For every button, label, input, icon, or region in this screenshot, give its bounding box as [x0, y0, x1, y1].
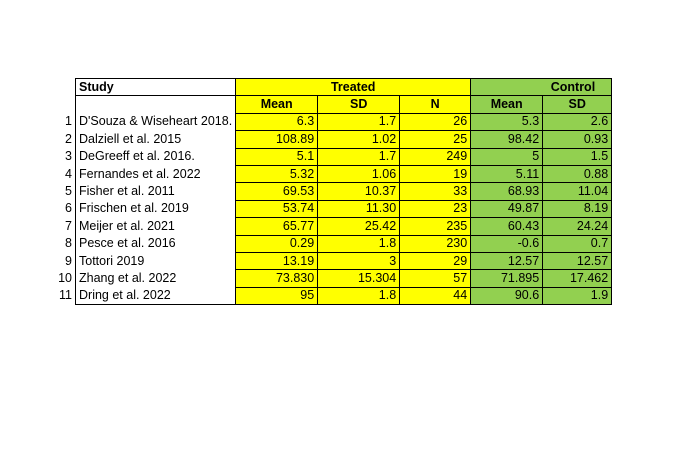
sub-header-row	[52, 96, 612, 113]
table-body	[52, 79, 612, 305]
study-name-cell: Fernandes et al. 2022	[76, 165, 236, 182]
treated-sd-header: SD	[318, 96, 400, 113]
treated-n-header: N	[400, 96, 471, 113]
control-sd-cell: 0.88	[543, 165, 612, 182]
treated-n-cell: 25	[400, 131, 471, 148]
table-row	[52, 235, 612, 252]
table-row	[52, 270, 612, 287]
control-sd-cell: 11.04	[543, 183, 612, 200]
row-number: 2	[52, 131, 76, 148]
study-name-cell: Tottori 2019	[76, 252, 236, 269]
treated-mean-cell: 69.53	[236, 183, 318, 200]
table-row	[52, 113, 612, 130]
row-number: 5	[52, 183, 76, 200]
treated-sd-cell: 1.7	[318, 148, 400, 165]
control-mean-cell: 98.42	[471, 131, 543, 148]
control-sd-cell: 2.6	[543, 113, 612, 130]
row-number: 8	[52, 235, 76, 252]
table-row	[52, 148, 612, 165]
treated-sd-cell: 10.37	[318, 183, 400, 200]
control-sd-cell: 1.9	[543, 287, 612, 304]
treated-n-cell: 23	[400, 200, 471, 217]
row-number: 4	[52, 165, 76, 182]
treated-sd-cell: 1.02	[318, 131, 400, 148]
table-row	[52, 165, 612, 182]
treated-mean-cell: 108.89	[236, 131, 318, 148]
treated-sd-cell: 3	[318, 252, 400, 269]
treated-sd-cell: 1.8	[318, 235, 400, 252]
control-mean-cell: 71.895	[471, 270, 543, 287]
study-name-cell: Dalziell et al. 2015	[76, 131, 236, 148]
treated-sd-cell: 11.30	[318, 200, 400, 217]
control-mean-cell: 12.57	[471, 252, 543, 269]
row-number: 9	[52, 252, 76, 269]
row-number: 3	[52, 148, 76, 165]
control-sd-cell: 8.19	[543, 200, 612, 217]
treated-mean-cell: 13.19	[236, 252, 318, 269]
treated-mean-cell: 95	[236, 287, 318, 304]
row-number: 11	[52, 287, 76, 304]
treated-mean-cell: 0.29	[236, 235, 318, 252]
study-name-cell: Zhang et al. 2022	[76, 270, 236, 287]
treated-mean-cell: 53.74	[236, 200, 318, 217]
study-subheader-blank	[76, 96, 236, 113]
control-sd-cell: 0.7	[543, 235, 612, 252]
treated-mean-header: Mean	[236, 96, 318, 113]
treated-n-cell: 26	[400, 113, 471, 130]
study-name-cell: D'Souza & Wiseheart 2018.	[76, 113, 236, 130]
control-sd-cell: 0.93	[543, 131, 612, 148]
treated-n-cell: 235	[400, 218, 471, 235]
table-row	[52, 218, 612, 235]
table-row	[52, 252, 612, 269]
treated-n-cell: 249	[400, 148, 471, 165]
table-row	[52, 183, 612, 200]
table-row	[52, 200, 612, 217]
treated-mean-cell: 5.1	[236, 148, 318, 165]
table-row	[52, 131, 612, 148]
study-name-cell: Fisher et al. 2011	[76, 183, 236, 200]
row-number: 10	[52, 270, 76, 287]
data-table	[52, 78, 612, 305]
treated-mean-cell: 65.77	[236, 218, 318, 235]
study-name-cell: Pesce et al. 2016	[76, 235, 236, 252]
treated-mean-cell: 5.32	[236, 165, 318, 182]
row-number: 7	[52, 218, 76, 235]
control-sd-cell: 12.57	[543, 252, 612, 269]
treated-n-cell: 57	[400, 270, 471, 287]
group-header-row	[52, 79, 612, 96]
treated-mean-cell: 6.3	[236, 113, 318, 130]
control-mean-cell: 90.6	[471, 287, 543, 304]
study-name-cell: Frischen et al. 2019	[76, 200, 236, 217]
treated-n-cell: 19	[400, 165, 471, 182]
study-header: Study	[76, 79, 236, 96]
control-mean-cell: 60.43	[471, 218, 543, 235]
treated-sd-cell: 1.7	[318, 113, 400, 130]
control-mean-header: Mean	[471, 96, 543, 113]
control-sd-cell: 17.462	[543, 270, 612, 287]
treated-n-cell: 29	[400, 252, 471, 269]
control-mean-cell: 5.3	[471, 113, 543, 130]
treated-sd-cell: 25.42	[318, 218, 400, 235]
row-number-blank	[52, 96, 76, 113]
control-mean-cell: 5.11	[471, 165, 543, 182]
treated-n-cell: 44	[400, 287, 471, 304]
treated-sd-cell: 1.06	[318, 165, 400, 182]
treated-n-cell: 230	[400, 235, 471, 252]
row-number: 1	[52, 113, 76, 130]
control-sd-cell: 24.24	[543, 218, 612, 235]
treated-sd-cell: 1.8	[318, 287, 400, 304]
study-name-cell: Meijer et al. 2021	[76, 218, 236, 235]
control-header: Control	[471, 79, 612, 96]
control-mean-cell: -0.6	[471, 235, 543, 252]
control-sd-header: SD	[543, 96, 612, 113]
treated-n-cell: 33	[400, 183, 471, 200]
study-name-cell: DeGreeff et al. 2016.	[76, 148, 236, 165]
treated-mean-cell: 73.830	[236, 270, 318, 287]
treated-sd-cell: 15.304	[318, 270, 400, 287]
control-sd-cell: 1.5	[543, 148, 612, 165]
control-mean-cell: 49.87	[471, 200, 543, 217]
control-mean-cell: 5	[471, 148, 543, 165]
table-row	[52, 287, 612, 304]
control-mean-cell: 68.93	[471, 183, 543, 200]
row-number-blank	[52, 79, 76, 96]
treated-header: Treated	[236, 79, 471, 96]
study-name-cell: Dring et al. 2022	[76, 287, 236, 304]
row-number: 6	[52, 200, 76, 217]
